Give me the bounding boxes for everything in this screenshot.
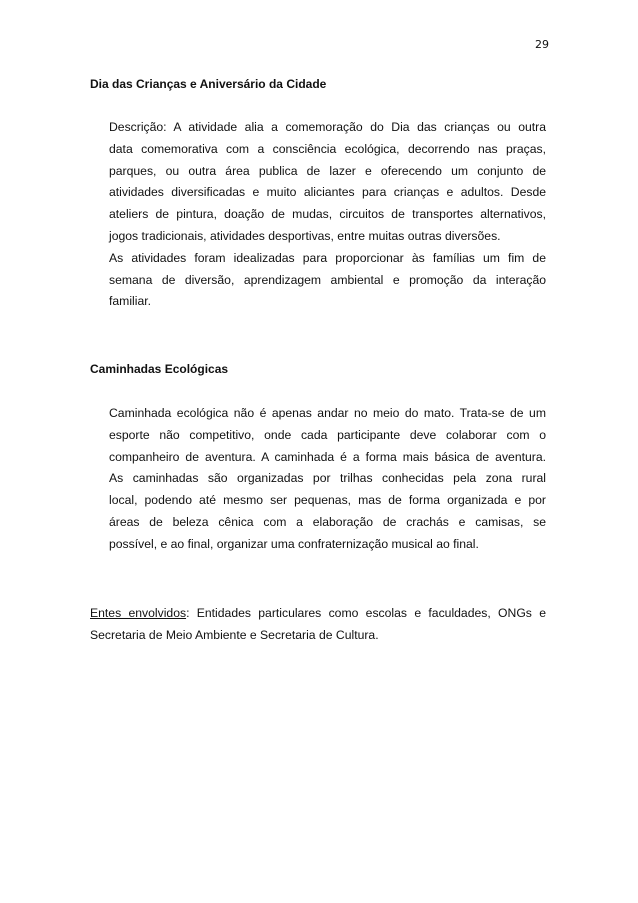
page-number: 29 — [535, 38, 549, 51]
paragraph-line: Caminhada ecológica não é apenas andar no meio do mato. Trata-se de um — [109, 406, 546, 420]
paragraph-line: Descrição: A atividade alia a comemoração do Dia das crianças ou outra — [109, 120, 546, 134]
section-paragraph-caminhadas-ecologicas — [109, 403, 546, 556]
section-heading-dia-das-criancas: Dia das Crianças e Aniversário da Cidade — [90, 77, 327, 91]
paragraph-line: parques, ou outra área publica de lazer e oferecendo um conjunto de — [109, 163, 546, 178]
entes-envolvidos-paragraph — [90, 603, 546, 647]
paragraph-line: possível, e ao final, organizar uma confraternização musical ao final. — [109, 536, 479, 551]
entes-envolvidos-text: : Entidades particulares como escolas e faculdades, ONGs e — [186, 606, 546, 620]
paragraph-line: data comemorativa com a consciência ecológica, decorrendo nas praças, — [109, 141, 546, 156]
paragraph-line: áreas de beleza cênica com a elaboração de crachás e camisas, se — [109, 514, 546, 529]
paragraph-line: local, podendo até mesmo ser pequenas, mas de forma organizada e por — [109, 493, 546, 508]
paragraph-line: As caminhadas são organizadas por trilhas conhecidas pela zona rural — [109, 471, 546, 486]
paragraph-line — [90, 603, 546, 625]
paragraph-line: ateliers de pintura, doação de mudas, circuitos de transportes alternativos, — [109, 207, 546, 222]
paragraph-line: atividades diversificadas e muito aliciantes para crianças e adultos. Desde — [109, 185, 546, 200]
section-paragraph-dia-das-criancas — [109, 117, 546, 313]
entes-envolvidos-label: Entes envolvidos — [90, 606, 187, 620]
section-heading-caminhadas-ecologicas: Caminhadas Ecológicas — [90, 362, 229, 376]
paragraph-line: semana de diversão, aprendizagem ambiental e promoção da interação — [109, 272, 546, 287]
paragraph-line: familiar. — [109, 294, 151, 309]
paragraph-line: companheiro de aventura. A caminhada é a forma mais básica de aventura. — [109, 449, 546, 464]
paragraph-line: Secretaria de Meio Ambiente e Secretaria de Cultura. — [90, 627, 379, 642]
paragraph-line: jogos tradicionais, atividades desportivas, entre muitas outras diversões. — [109, 228, 501, 243]
paragraph-line: esporte não competitivo, onde cada participante deve colaborar com o — [109, 427, 546, 442]
paragraph-line: As atividades foram idealizadas para proporcionar às famílias um fim de — [109, 250, 546, 265]
